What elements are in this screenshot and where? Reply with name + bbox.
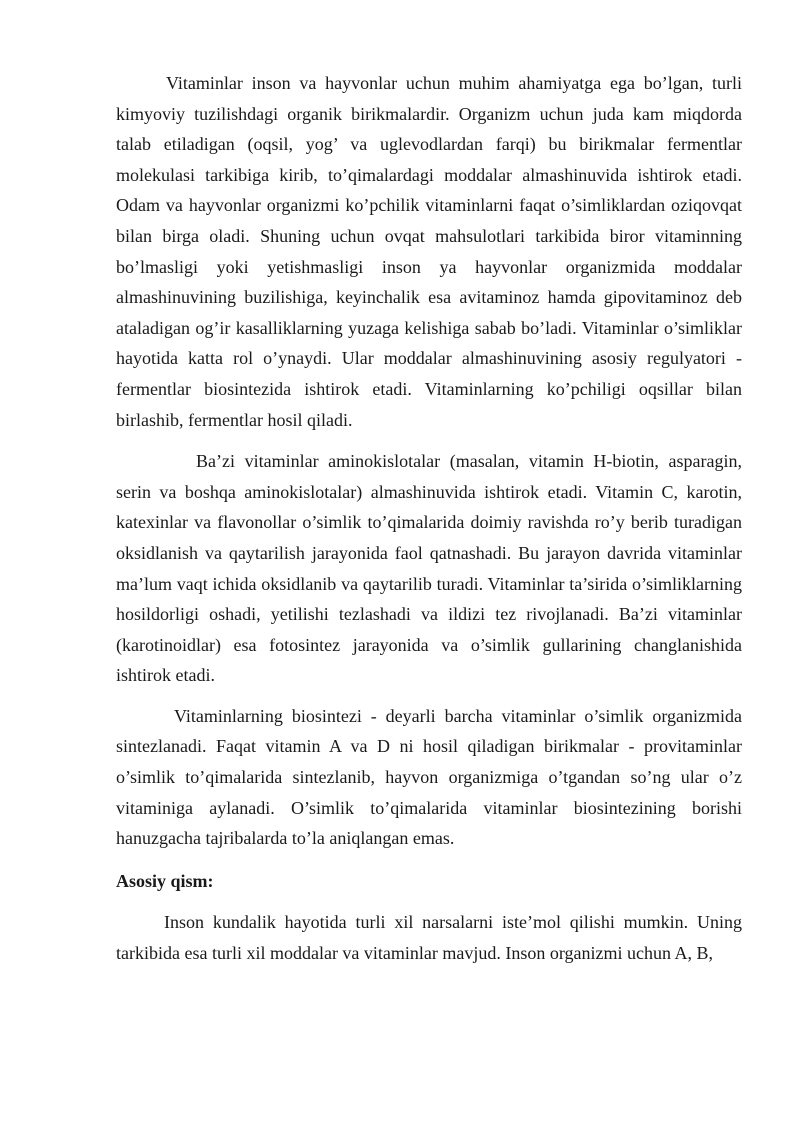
paragraph-intro: Vitaminlar inson va hayvonlar uchun muhim ahamiyatga ega bo’lgan, turli kimyoviy tuzilishdagi organik birikmalardir. Organizm uchun juda kam miqdorda talab etiladigan (oqsil, yog’ va uglevodlardan farqi) bu birikmalar fermentlar molekulasi tarkibiga kirib, to’qimalardagi moddalar almashinuvida ishtirok etadi. Odam va hayvonlar organizmi ko’pchilik vitaminlarni faqat o’simliklardan oziqovqat bilan birga oladi. Shuning uchun ovqat mahsulotlari tarkibida biror vitaminning bo’lmasligi yoki yetishmasligi inson ya hayvonlar organizmida moddalar almashinuvining buzilishiga, keyinchalik esa avitaminoz hamda gipovitaminoz deb ataladigan og’ir kasalliklarning yuzaga kelishiga sabab bo’ladi. Vitaminlar o’simliklar hayotida katta rol o’ynaydi. Ular moddalar almashinuvining asosiy regulyatori - fermentlar biosintezida ishtirok etadi. Vitaminlarning ko’pchiligi oqsillar bilan birlashib, fermentlar hosil qiladi. [116,73,742,430]
section-heading: Asosiy qism: [116,870,214,891]
document-body [116,68,742,969]
paragraph-aminoacids: Ba’zi vitaminlar aminokislotalar (masalan, vitamin H-biotin, asparagin, serin va boshqa aminokislotalar) almashinuvida ishtirok etadi. Vitamin C, karotin, katexinlar va flavonollar o’simlik to’qimalarida doimiy ravishda ro’y berib turadigan oksidlanish va qaytarilish jarayonida faol qatnashadi. Bu jarayon davrida vitaminlar ma’lum vaqt ichida oksidlanib va qaytarilib turadi. Vitaminlar ta’sirida o’simliklarning hosildorligi oshadi, yetilishi tezlashadi va ildizi tez rivojlanadi. Ba’zi vitaminlar (karotinoidlar) esa fotosintez jarayonida va o’simlik gullarining changlanishida ishtirok etadi. [116,451,742,686]
paragraph-main-part: Inson kundalik hayotida turli xil narsalarni iste’mol qilishi mumkin. Uning tarkibida esa turli xil moddalar va vitaminlar mavjud. Inson organizmi uchun A, B, [116,912,742,964]
paragraph-biosynthesis: Vitaminlarning biosintezi - deyarli barcha vitaminlar o’simlik organizmida sintezlanadi. Faqat vitamin A va D ni hosil qiladigan birikmalar - provitaminlar o’simlik to’qimalarida sintezlanib, hayvon organizmiga o’tgandan so’ng ular o’z vitaminiga aylanadi. O’simlik to’qimalarida vitaminlar biosintezining borishi hanuzgacha tajribalarda to’la aniqlangan emas. [116,705,742,849]
